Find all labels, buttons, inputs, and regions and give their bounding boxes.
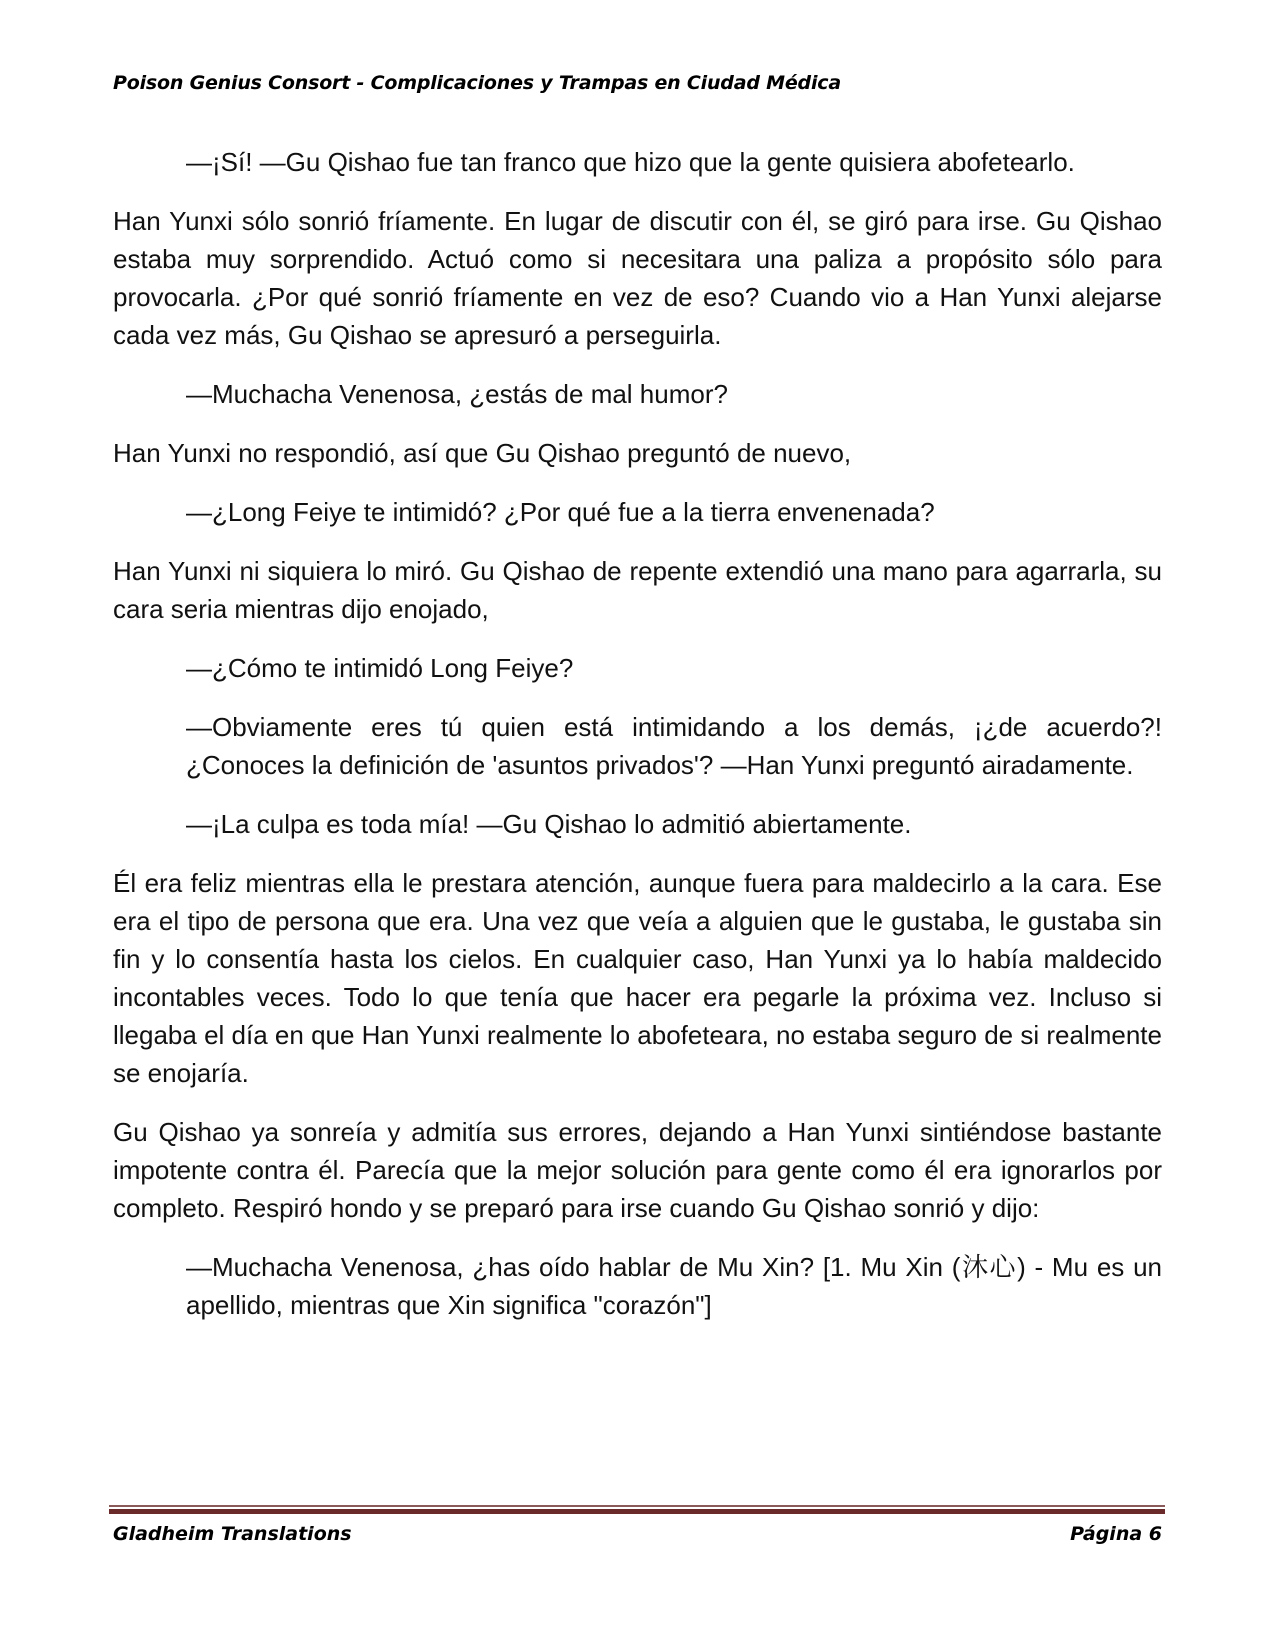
narrative-paragraph: Gu Qishao ya sonreía y admitía sus errores, dejando a Han Yunxi sintiéndose bastante impotente contra él. Parecía que la mejor solución para gente como él era ignorarlos por completo. Respiró hondo y se preparó para irse cuando Gu Qishao sonrió y dijo: [113, 1117, 1162, 1223]
narrative-paragraph: Han Yunxi no respondió, así que Gu Qishao preguntó de nuevo, [113, 438, 852, 468]
page-number: Página 6 [1070, 1523, 1162, 1545]
dialogue-paragraph: —¡Sí! —Gu Qishao fue tan franco que hizo que la gente quisiera abofetearlo. [186, 147, 1075, 177]
dialogue-paragraph: —Obviamente eres tú quien está intimidando a los demás, ¡¿de acuerdo?! ¿Conoces la definición de 'asuntos privados'? —Han Yunxi preguntó airadamente. [186, 712, 1162, 780]
footer-publisher: Gladheim Translations [113, 1523, 352, 1545]
dialogue-paragraph: —Muchacha Venenosa, ¿estás de mal humor? [186, 379, 728, 409]
dialogue-paragraph: —¡La culpa es toda mía! —Gu Qishao lo admitió abiertamente. [186, 809, 912, 839]
footer-divider-thick-line [109, 1509, 1165, 1514]
dialogue-paragraph: —Muchacha Venenosa, ¿has oído hablar de Mu Xin? [1. Mu Xin (沐心) - Mu es un apellido, mientras que Xin significa "corazón"] [186, 1252, 1162, 1320]
dialogue-paragraph: —¿Long Feiye te intimidó? ¿Por qué fue a la tierra envenenada? [186, 497, 935, 527]
narrative-paragraph: Han Yunxi sólo sonrió fríamente. En lugar de discutir con él, se giró para irse. Gu Qishao estaba muy sorprendido. Actuó como si necesitara una paliza a propósito sólo para provocarla. ¿Por qué sonrió fríamente en vez de eso? Cuando vio a Han Yunxi alejarse cada vez más, Gu Qishao se apresuró a perseguirla. [113, 206, 1162, 350]
dialogue-paragraph: —¿Cómo te intimidó Long Feiye? [186, 653, 574, 683]
page-body [113, 143, 1162, 1345]
narrative-paragraph: Él era feliz mientras ella le prestara atención, aunque fuera para maldecirlo a la cara. Ese era el tipo de persona que era. Una vez que veía a alguien que le gustaba, le gustaba sin fin y lo consentía hasta los cielos. En cualquier caso, Han Yunxi ya lo había maldecido incontables veces. Todo lo que tenía que hacer era pegarle la próxima vez. Incluso si llegaba el día en que Han Yunxi realmente lo abofeteara, no estaba seguro de si realmente se enojaría. [113, 868, 1162, 1088]
footer-divider-thin-line [109, 1505, 1165, 1507]
narrative-paragraph: Han Yunxi ni siquiera lo miró. Gu Qishao de repente extendió una mano para agarrarla, su cara seria mientras dijo enojado, [113, 556, 1162, 624]
running-header: Poison Genius Consort - Complicaciones y Trampas en Ciudad Médica [113, 72, 841, 94]
footer-divider [109, 1505, 1165, 1514]
